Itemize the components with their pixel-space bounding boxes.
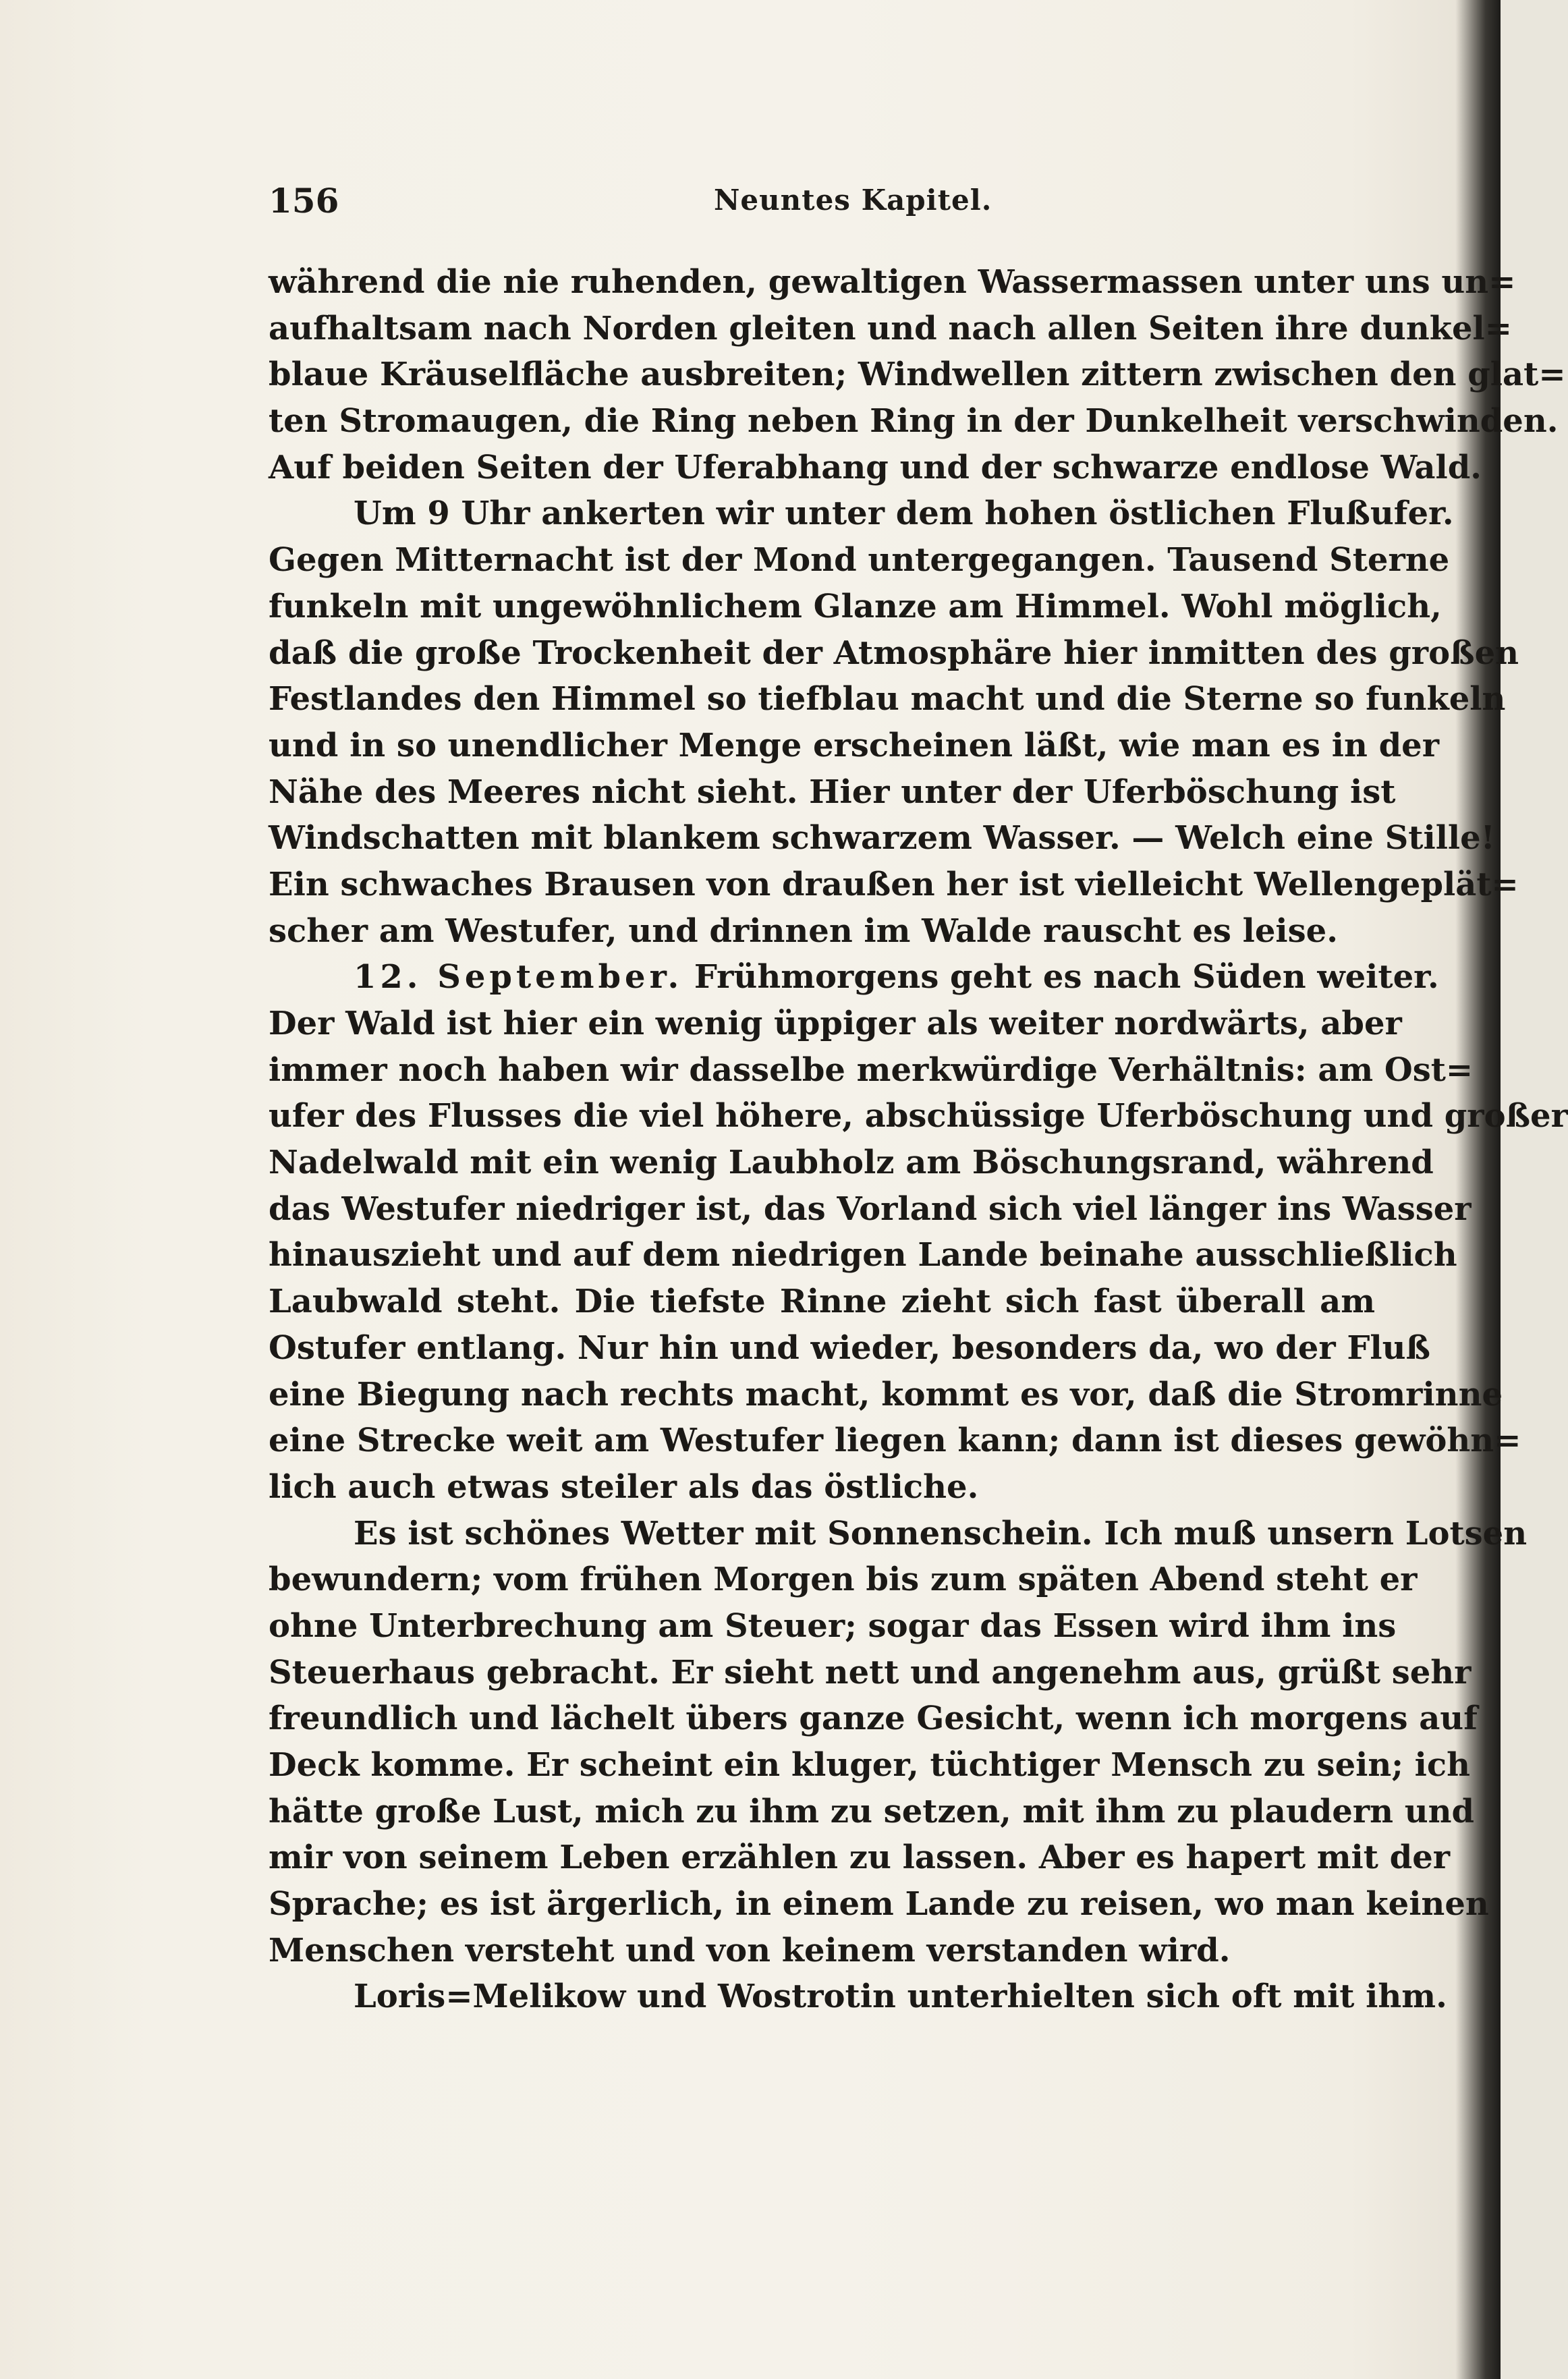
text-line: Sprache; es ist ärgerlich, in einem Lande zu reisen, wo man keinen [269,1885,1489,1924]
text-line: funkeln mit ungewöhnlichem Glanze am Himmel. Wohl möglich, [269,587,1442,625]
text-line: Laubwald steht. Die tiefste Rinne zieht sich fast überall am [269,1283,1375,1321]
text-line: Loris=Melikow und Wostrotin unterhielten sich oft mit ihm. [354,1978,1447,2016]
text-line: lich auch etwas steiler als das östliche. [269,1467,979,1506]
text-line: daß die große Trockenheit der Atmosphäre hier inmitten des großen [269,634,1519,672]
text-line: ufer des Flusses die viel höhere, abschüssige Uferböschung und großer [269,1097,1568,1136]
text-line: freundlich und lächelt übers ganze Gesicht, wenn ich morgens auf [269,1700,1478,1738]
text-line: immer noch haben wir dasselbe merkwürdige Verhältnis: am Ost= [269,1051,1474,1089]
text-line: Festlandes den Himmel so tiefblau macht und die Sterne so funkeln [269,680,1506,719]
text-line: Menschen versteht und von keinem verstanden wird. [269,1931,1231,1969]
text-line: hätte große Lust, mich zu ihm zu setzen, mit ihm zu plaudern und [269,1792,1475,1830]
body-text [269,259,1568,2020]
text-line: ohne Unterbrechung am Steuer; sogar das Essen wird ihm ins [269,1606,1397,1645]
text-line: mir von seinem Leben erzählen zu lassen. Aber es hapert mit der [269,1839,1451,1877]
text-line: eine Biegung nach rechts macht, kommt es vor, daß die Stromrinne [269,1375,1503,1414]
text-line: Ostufer entlang. Nur hin und wieder, besonders da, wo der Fluß [269,1328,1430,1367]
text-line: und in so unendlicher Menge erscheinen läßt, wie man es in der [269,726,1439,764]
text-line: Um 9 Uhr ankerten wir unter dem hohen östlichen Flußufer. [354,495,1454,533]
running-head: Neuntes Kapitel. [714,184,992,217]
text-line: Windschatten mit blankem schwarzem Wasser. — Welch eine Stille! [269,819,1495,858]
text-line: ten Stromaugen, die Ring neben Ring in der Dunkelheit verschwinden. [269,402,1559,441]
text-line: hinauszieht und auf dem niedrigen Lande beinahe ausschließlich [269,1236,1457,1275]
text-line: das Westufer niedriger ist, das Vorland sich viel länger ins Wasser [269,1190,1472,1228]
text-line: Der Wald ist hier ein wenig üppiger als weiter nordwärts, aber [269,1005,1402,1042]
text-line: bewundern; vom frühen Morgen bis zum späten Abend steht er [269,1561,1418,1599]
text-line: Auf beiden Seiten der Uferabhang und der schwarze endlose Wald. [269,448,1482,486]
text-line: Nadelwald mit ein wenig Laubholz am Böschungsrand, während [269,1144,1434,1182]
text-line: aufhaltsam nach Norden gleiten und nach allen Seiten ihre dunkel= [269,309,1512,347]
text-line: Nähe des Meeres nicht sieht. Hier unter der Uferböschung ist [269,773,1396,811]
text-line: während die nie ruhenden, gewaltigen Wassermassen unter uns un= [269,263,1516,301]
text-line-rest: Frühmorgens geht es nach Süden weiter. [683,958,1439,997]
text-line: Gegen Mitternacht ist der Mond untergegangen. Tausend Sterne [269,541,1450,580]
text-line: Es ist schönes Wetter mit Sonnenschein. Ich muß unsern Lotsen [354,1514,1528,1552]
text-line: eine Strecke weit am Westufer liegen kann; dann ist dieses gewöhn= [269,1422,1521,1460]
text-line: scher am Westufer, und drinnen im Walde rauscht es leise. [269,912,1338,950]
page-header [269,181,1374,228]
date-heading: 12. September. [354,958,683,997]
page-number: 156 [269,181,339,221]
text-line [269,954,1439,1001]
text-line: Ein schwaches Brausen von draußen her ist vielleicht Wellengeplät= [269,865,1519,903]
text-line: Steuerhaus gebracht. Er sieht nett und angenehm aus, grüßt sehr [269,1653,1472,1691]
text-line: blaue Kräuselfläche ausbreiten; Windwellen zittern zwischen den glat= [269,356,1566,394]
text-line: Deck komme. Er scheint ein kluger, tüchtiger Mensch zu sein; ich [269,1746,1471,1784]
